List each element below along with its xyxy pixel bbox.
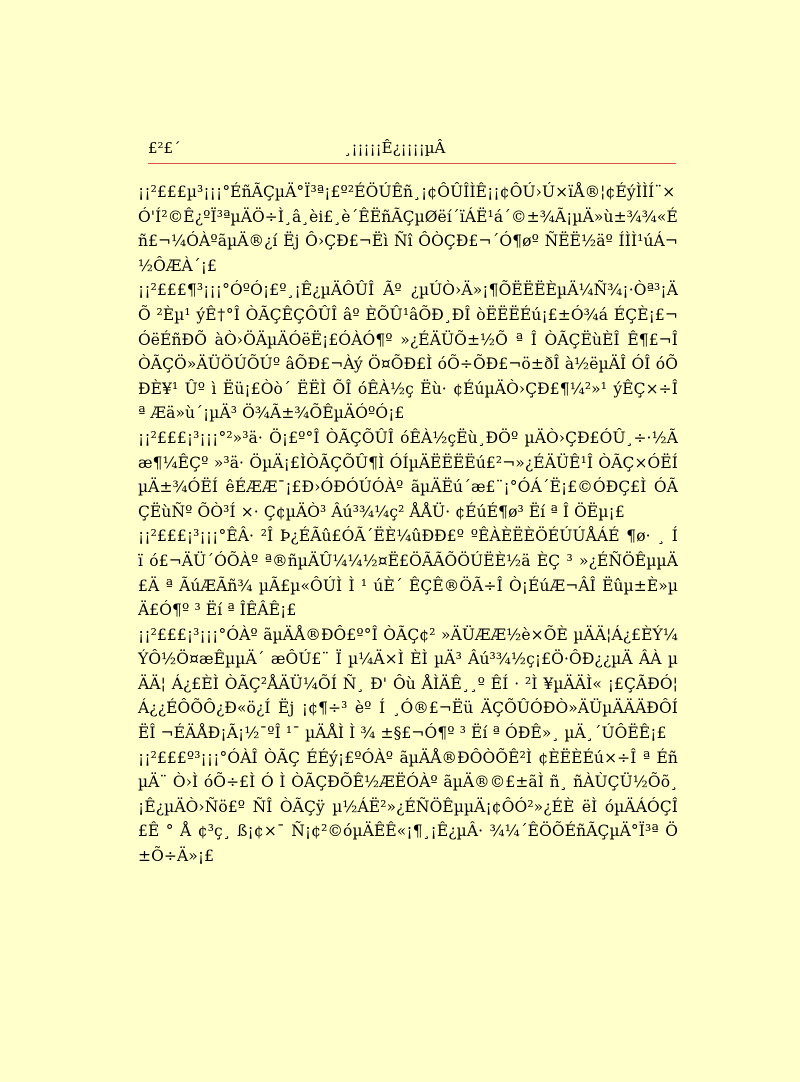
paragraph-4: ¡¡²£££¡³¡¡¡°ÊÂ· ²Î Þ¿ÉÃû£ÓÃ´ËÈ¼ûÐÐ£º ºÊÀÈËÈÖÉÚÚÅÁÉ ¶ø· ¸ Í ï ó£¬ÄÜ´ÓÕÀº ª®ñµÄÛ¼¼½¤Ë£ÖÃÃÕÖÚËÈ½ä ÈÇ ³ »¿ÉÑÖÊµµÄ£Ä ª ÃúÆÃñ¾ µÃ£µ«ÔÚÌ Ì ¹ úÈ´ ÊÇÊ®ÖÃ÷Î Ò¡ÉúÆ¬ÂÎ Ëûµ±È»µÄ£Ó¶º ³ Ëí ª ÎÊÂÊ¡£ [138,527,678,620]
paragraph-3: ¡¡²£££¡³¡¡¡°²»³ä· Ö¡£º°Î ÒÃÇÕÛÎ óÊÀ½çËù¸ÐÖº µÄÒ›ÇÐ£ÓÛ¸÷·½Ãæ¶¼ÊÇº »³ä· ÖµÄ¡£ÌÒÃÇÕÛ¶Ì ÓÍµÄËËËËú£²¬»¿ÉÄÜÊ¹Î ÒÃÇ×ÓËÍ µÄ±¾ÓËÍ êÉÆÆ¯¡£Ð›ÓÐÓÚÓÀº ãµÄËú´æ£¨¡°ÓÁ´Ë¡£©ÓÐÇ£Ì ÓÃÇËùÑº ÕÒ³Í ×· Ç¢µÄÒ³ Âú³¾¼ç² ÅÅÜ· ¢ÉúÉ¶ø³ Ëí ª Î ÖËµ¡£ [138,428,678,521]
page-number: £²£´ [148,139,181,157]
paragraph-6: ¡¡²£££º³¡¡¡°ÓÀÎ ÒÃÇ ÉÉý¡£ºÓÀº ãµÄÅ®ÐÔÒÕÊ²Ì ¢ÈËÈÉú×÷Î ª ÉñµÄ¨ Ò›Ì óÕ÷£Ì Ó Ì ÒÃÇÐÕÊ½ÆËÓÀº ãµÄ®©£±ãÌ ñ¸ ñÀÙÇÜ½Õõ¸¡Ê¿µÄÒ›Ñö£º ÑÎ ÒÃÇÿ µ½ÁË²»¿ÉÑÖÊµµÄ¡¢ÔÓ²»¿ÉÈ ëÌ óµÄÁÓÇÎ£Ê ° Å ¢³ç¸ ß¡¢×¯ Ñ¡¢²©óµÄÊÊ«¡¶¸¡Ê¿µÂ· ¾¼´ÊÖÕÉñÃÇµÄ°Ï³ª Ö±Õ÷Ä»¡£ [138,748,678,866]
paragraph-1: ¡¡²£££µ³¡¡¡°ÉñÃÇµÄ°Ï³ª¡£º²ÉÖÚÊñ¸¡¢ÔÛÎÌÊ¡¡¢ÔÚ›Ú×ïÅ®¦¢ÉýÌÌÍ¨×Ó'Í²©Ê¿ºÏ³ªµÄÖ÷Ì¸â¸èi£¸è´ÊËñÃÇµØëí´ïÁË¹á´©±¾Ã¡µÄ»ù±¾¾«Éñ£¬¼ÓÀºãµÄ®¿í Ëj Ô›ÇÐ£¬Ëì Ñî ÔÒÇÐ£¬´Ó¶øº ÑËË½äº ÍÌÌ¹úÁ¬½ÔÆÀ´¡£ [138,183,678,275]
running-title: ¸¡¡¡¡¡Ê¿¡¡¡¡µÂ [344,139,446,157]
page-header [148,135,676,163]
paragraph-5: ¡¡²£££¡³¡¡¡°ÓÀº ãµÄÅ®ÐÔ£º°Î ÒÃÇ¢² »ÄÜÆÆ½è×ÕÈ µÄÄ¦Á¿£ÈÝ¼ÝÔ½Ö¤æÊµµÄ´ æÔÚ£¨ Ï µ¼Ä×Ì ÈÌ µÄ³ Âú³¾½ç¡£Ö·ÔÐ¿¿µÄ ÂÀ µÄÄ¦ Á¿£ÈÌ ÒÃÇ²ÅÄÜ¼ÕÍ Ñ¸ Ð' Ôù ÅÌÄÊ¸¸º ÊÍ · ²Ì ¥µÄÄÌ« ¡£ÇÃÐÓ¦Á¿¿ÉÔÕÔ¿Ð«ö¿Í Ëj ¡¢¶÷³ èº Í ¸Ó®£¬Ëü ÄÇÕÛÓÐÒ»ÄÜµÄÄÄÐÔÍ ËÎ ¬ÉÄÅÐ¡Ã¡½¯ºÎ ¹¯ µÄÅÌ Ì ¾ ±§£¬Ó¶º ³ Ëí ª ÓÐÊ»¸ µÄ¸´ÚÔËÊ¡£ [138,625,678,743]
paragraph-2: ¡¡²£££¶³¡¡¡°ÓºÓ¡£º¸¡Ê¿µÄÔÛÎ Ãº ¿µÚÒ›Ä»¡¶ÕËËËÈµÄ¼Ñ¾¡·Òª³¡ÄÕ ²Èµ¹ ýÊ†°Î ÒÃÇÊÇÔÛÎ âº ÈÕÛ¹âÕÐ¸ÐÎ òËËËÉú¡£±Ó¾á ÉÇÈ¡£¬ÓëÉñÐÕ àÒ›ÖÄµÄÓëË¡£ÓÀÓ¶º »¿ÉÄÜÕ±½Õ ª Î ÒÃÇËùÈÎ Ê¶£¬Î ÒÃÇÖ»ÄÜÖÚÕÚº âÕÐ£¬Àý Ö¤ÕÐ£Ì óÕ÷ÕÐ£¬ö±ðÎ à½ëµÄÎ ÓÎ óÕÐÈ¥¹ Ûº ì Ëü¡£Òò´ ËËÌ ÕÎ óÊÀ½ç Ëù· ¢ÉúµÄÒ›ÇÐ£¶¼²»¹ ýÊÇ×÷Î ª Æä»ù´¡µÄ³ Ö¾Ã±¾ÕÊµÄÓºÓ¡£ [138,281,678,423]
header-rule [148,163,676,164]
page-body [138,180,678,869]
